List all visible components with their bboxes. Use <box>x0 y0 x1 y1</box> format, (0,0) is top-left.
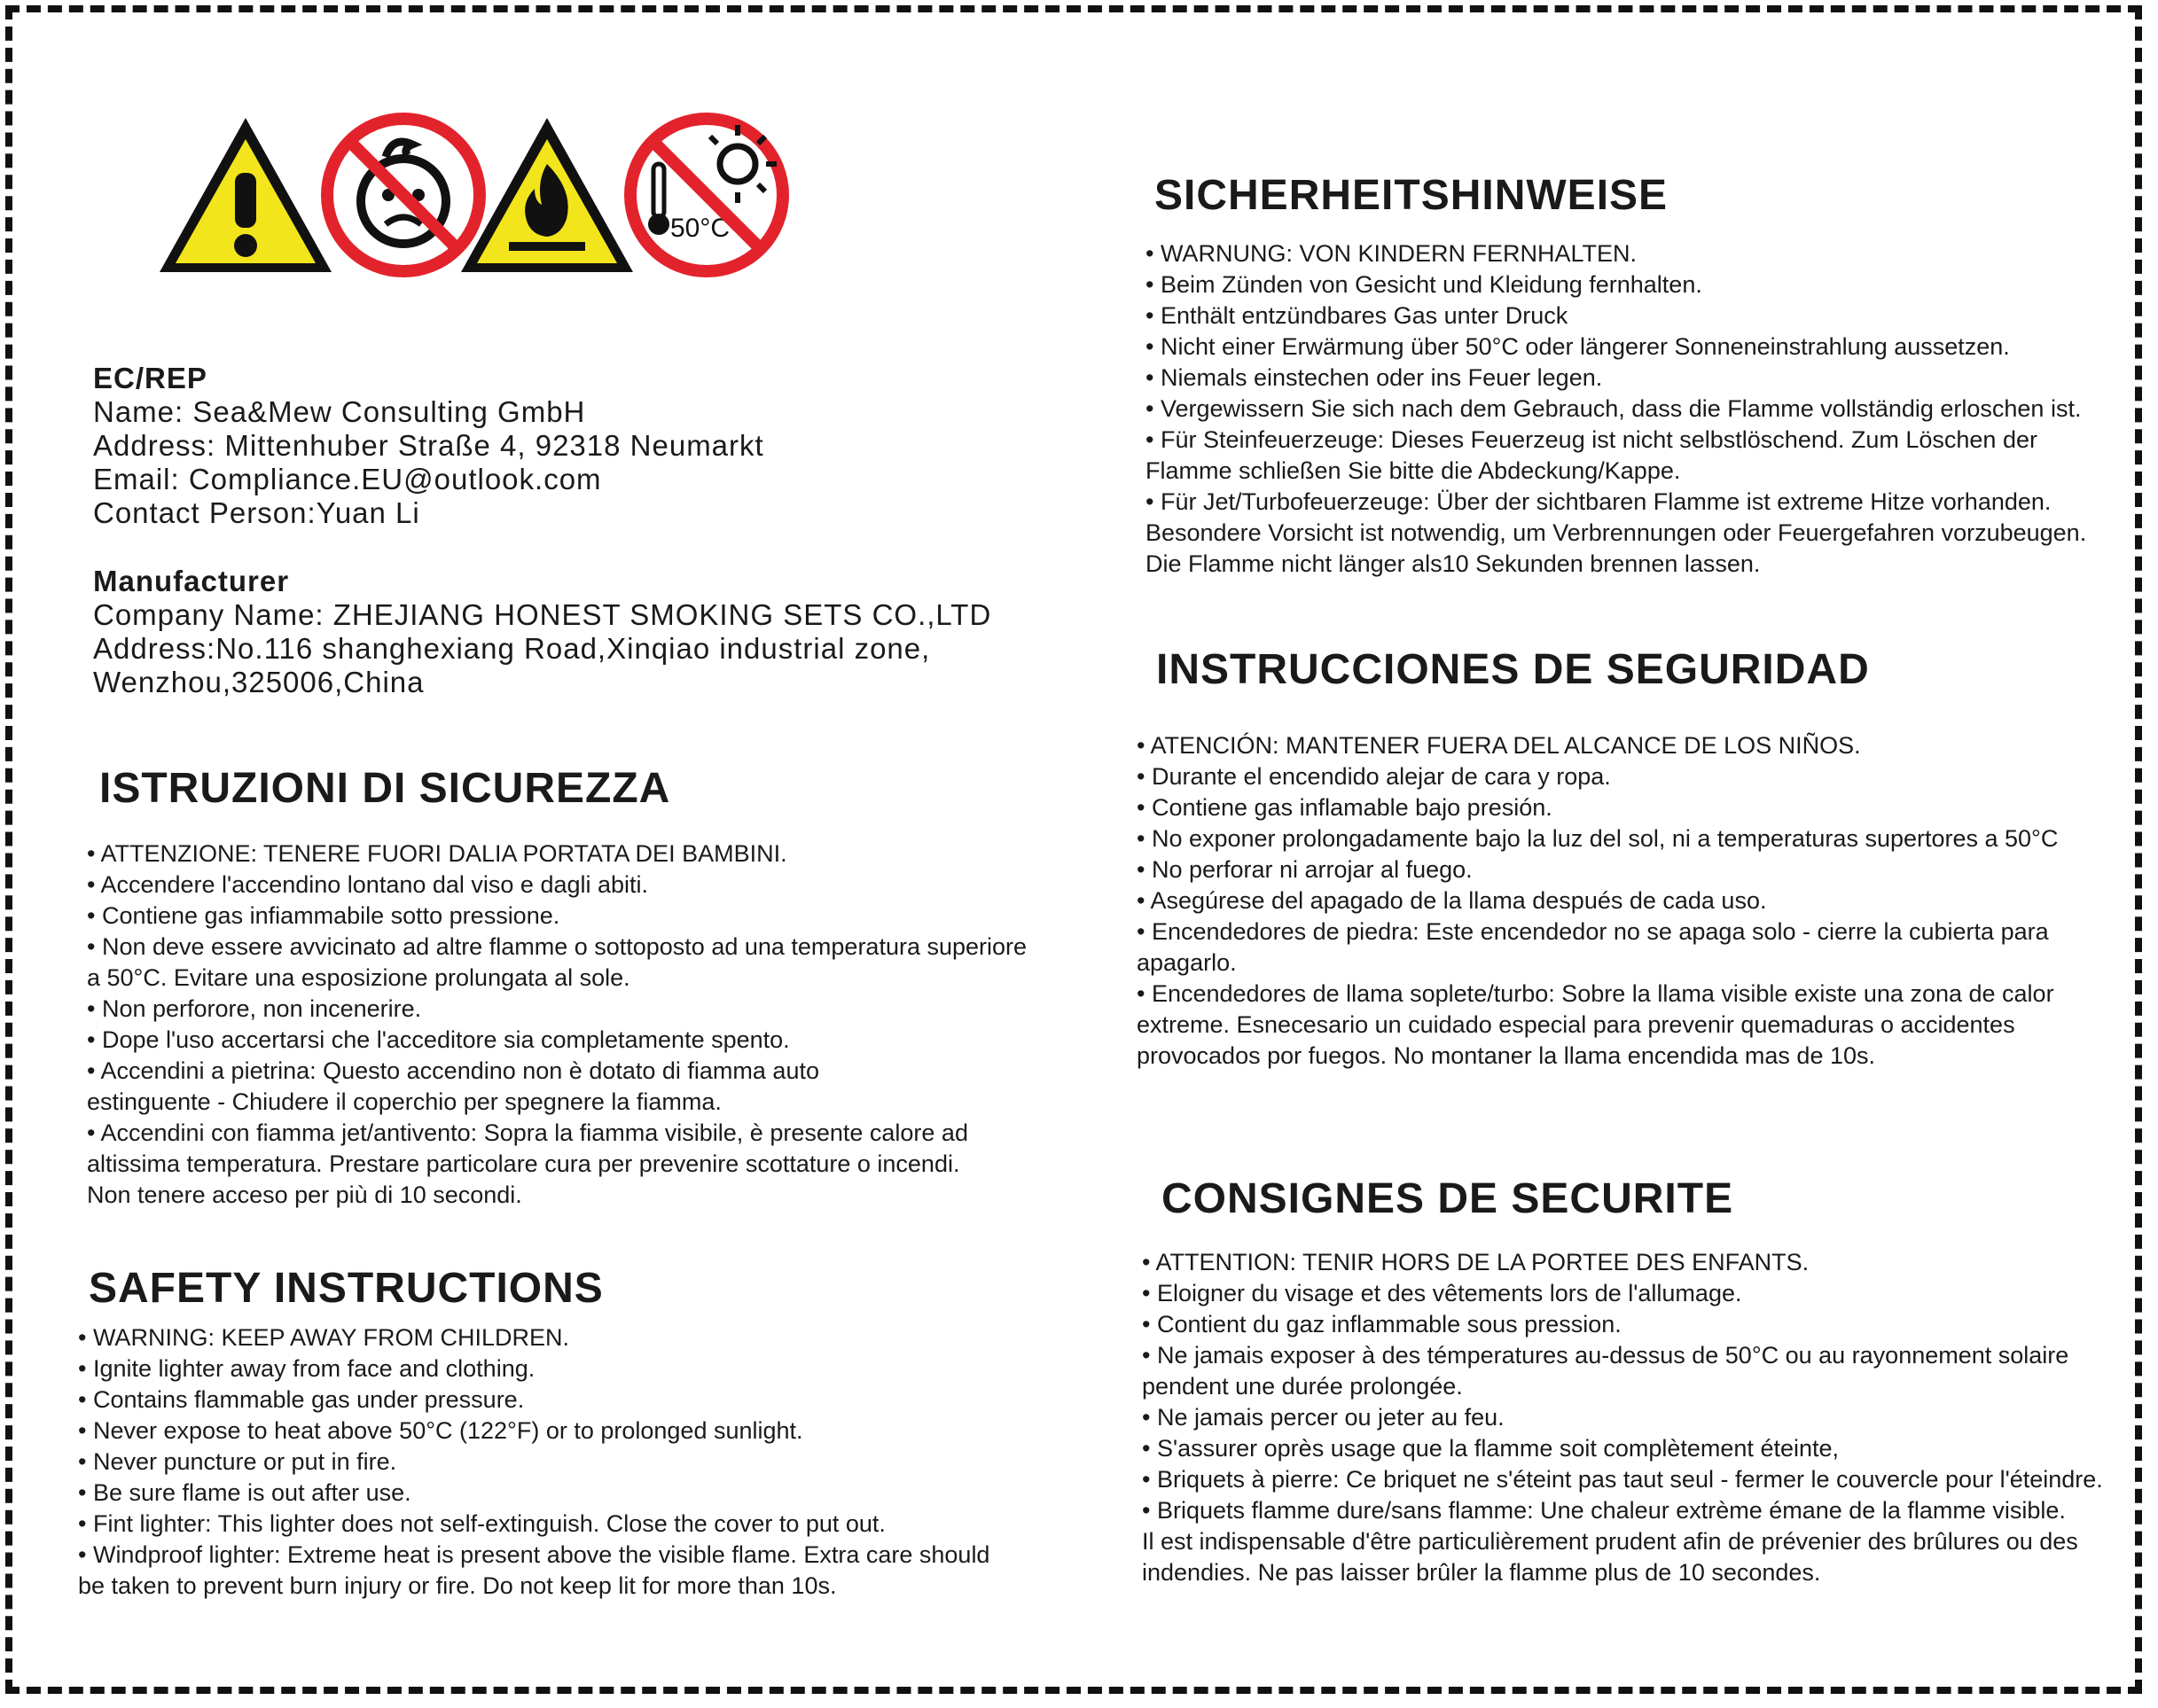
instruction-line: • Be sure flame is out after use. <box>78 1479 411 1506</box>
italian-section <box>87 764 1062 1211</box>
heat-label: 50°C <box>670 214 731 243</box>
instruction-line: • Ne jamais exposer à des témperatures au-dessus de 50°C ou au rayonnement solaire <box>1142 1342 2069 1369</box>
instruction-line: indendies. Ne pas laisser brûler la flamme plus de 10 secondes. <box>1142 1559 1821 1586</box>
instruction-line: • Encendedores de llama soplete/turbo: Sobre la llama visible existe una zona de calor <box>1137 980 2054 1007</box>
instruction-line: • Contiene gas infiammabile sotto pressione. <box>87 902 560 929</box>
ec-rep-heading: EC/REP <box>93 362 207 394</box>
spanish-title: INSTRUCCIONES DE SEGURIDAD <box>1156 646 1870 693</box>
instruction-line: • Contient du gaz inflammable sous pression. <box>1142 1311 1622 1338</box>
instruction-line: pendent une durée prolongée. <box>1142 1373 1463 1400</box>
instruction-line: • Für Steinfeuerzeuge: Dieses Feuerzeug ist nicht selbstlöschend. Zum Löschen der <box>1145 426 2037 453</box>
instruction-line: • Asegúrese del apagado de la llama después de cada uso. <box>1137 887 1767 914</box>
instruction-line: • Briquets flamme dure/sans flamme: Une chaleur extrème émane de la flamme visible. <box>1142 1497 2066 1524</box>
instruction-line: provocados por fuegos. No montaner la llama encendida mas de 10s. <box>1137 1042 1875 1069</box>
instruction-line: • Encendedores de piedra: Este encendedor no se apaga solo - cierre la cubierta para <box>1137 918 2049 945</box>
spanish-section <box>1137 645 2121 1072</box>
instruction-line: • S'assurer oprès usage que la flamme soit complètement éteinte, <box>1142 1435 1840 1462</box>
spanish-list <box>1137 730 2121 1072</box>
ec-rep-address: Address: Mittenhuber Straße 4, 92318 Neumarkt <box>93 429 764 462</box>
french-title: CONSIGNES DE SECURITE <box>1161 1175 1734 1222</box>
warning-icons-row <box>152 111 800 288</box>
instruction-line: • Non deve essere avvicinato ad altre flamme o sottoposto ad una temperatura superiore <box>87 933 1028 960</box>
instruction-line: a 50°C. Evitare una esposizione prolungata al sole. <box>87 964 630 991</box>
instruction-line: • Dope l'uso accertarsi che l'acceditore sia completamente spento. <box>87 1026 790 1053</box>
manufacturer-heading: Manufacturer <box>93 565 290 597</box>
french-section <box>1142 1174 2126 1588</box>
instruction-line: • Vergewissern Sie sich nach dem Gebrauch, dass die Flamme vollständig erloschen ist. <box>1145 395 2082 422</box>
instruction-line: Flamme schließen Sie bitte die Abdeckung/Kappe. <box>1145 457 1681 484</box>
instruction-line: • No perforar ni arrojar al fuego. <box>1137 856 1473 883</box>
instruction-line: • Durante el encendido alejar de cara y ropa. <box>1137 763 1611 790</box>
instruction-line: • ATTENZIONE: TENERE FUORI DALIA PORTATA DEI BAMBINI. <box>87 840 787 867</box>
instruction-line: • Never puncture or put in fire. <box>78 1448 397 1475</box>
manufacturer-address-2: Wenzhou,325006,China <box>93 666 425 698</box>
instruction-line: • No exponer prolongadamente bajo la luz del sol, ni a temperaturas supertores a 50°C <box>1137 825 2059 852</box>
instruction-line: Die Flamme nicht länger als10 Sekunden brennen lassen. <box>1145 550 1761 577</box>
instruction-line: • Contains flammable gas under pressure. <box>78 1386 525 1413</box>
ec-rep-email: Email: Compliance.EU@outlook.com <box>93 463 602 495</box>
instruction-line: • WARNING: KEEP AWAY FROM CHILDREN. <box>78 1324 570 1351</box>
instruction-line: • WARNUNG: VON KINDERN FERNHALTEN. <box>1145 240 1637 267</box>
french-list <box>1142 1247 2126 1588</box>
italian-title: ISTRUZIONI DI SICUREZZA <box>99 765 671 812</box>
instruction-line: • Briquets à pierre: Ce briquet ne s'éteint pas taut seul - fermer le couvercle pour l'éteindre. <box>1142 1466 2103 1493</box>
instruction-line: • Windproof lighter: Extreme heat is present above the visible flame. Extra care should <box>78 1541 990 1568</box>
manufacturer-address-1: Address:No.116 shanghexiang Road,Xinqiao industrial zone, <box>93 632 931 665</box>
instruction-line: extreme. Esnecesario un cuidado especial para prevenir quemaduras o accidentes <box>1137 1011 2015 1038</box>
instruction-line: • Non perforore, non incenerire. <box>87 995 422 1022</box>
instruction-line: • Niemals einstechen oder ins Feuer legen. <box>1145 364 1603 391</box>
instruction-line: Besondere Vorsicht ist notwendig, um Verbrennungen oder Feuergefahren vorzubeugen. <box>1145 519 2087 546</box>
flammable-icon <box>454 111 640 279</box>
ec-rep-contact: Contact Person:Yuan Li <box>93 496 420 529</box>
instruction-line: • Fint lighter: This lighter does not self-extinguish. Close the cover to put out. <box>78 1510 886 1537</box>
italian-list <box>87 838 1062 1211</box>
instruction-line: • Ignite lighter away from face and clothing. <box>78 1355 536 1382</box>
instruction-line: • Enthält entzündbares Gas unter Druck <box>1145 302 1568 329</box>
instruction-line: Il est indispensable d'être particulièrement prudent afin de prévenier des brûlures ou des <box>1142 1528 2078 1555</box>
warning-triangle-icon <box>152 111 339 279</box>
instruction-line: apagarlo. <box>1137 949 1237 976</box>
instruction-line: • ATTENTION: TENIR HORS DE LA PORTEE DES ENFANTS. <box>1142 1249 1810 1275</box>
instruction-line: • Contiene gas inflamable bajo presión. <box>1137 794 1552 821</box>
instruction-line: • Accendere l'accendino lontano dal viso e dagli abiti. <box>87 871 649 898</box>
no-heat-sun-icon <box>622 111 791 279</box>
instruction-line: • Ne jamais percer ou jeter au feu. <box>1142 1404 1505 1431</box>
english-section <box>78 1264 1053 1602</box>
instruction-line: estinguente - Chiudere il coperchio per spegnere la fiamma. <box>87 1088 722 1115</box>
english-list <box>78 1322 1053 1602</box>
instruction-line: • Für Jet/Turbofeuerzeuge: Über der sichtbaren Flamme ist extreme Hitze vorhanden. <box>1145 488 2052 515</box>
german-section <box>1145 171 2130 580</box>
instruction-line: altissima temperatura. Prestare particolare cura per prevenire scottature o incendi. <box>87 1150 960 1177</box>
instruction-line: • Eloigner du visage et des vêtements lors de l'allumage. <box>1142 1280 1742 1306</box>
manufacturer-block <box>93 565 991 699</box>
instruction-line: • Accendini con fiamma jet/antivento: Sopra la fiamma visibile, è presente calore ad <box>87 1119 968 1146</box>
instruction-line: • Never expose to heat above 50°C (122°F) or to prolonged sunlight. <box>78 1417 803 1444</box>
instruction-line: • Accendini a pietrina: Questo accendino non è dotato di fiamma auto <box>87 1057 819 1084</box>
german-title: SICHERHEITSHINWEISE <box>1154 172 1669 219</box>
ec-rep-name: Name: Sea&Mew Consulting GmbH <box>93 395 586 428</box>
ec-rep-block <box>93 362 764 530</box>
instruction-line: • Beim Zünden von Gesicht und Kleidung fernhalten. <box>1145 271 1702 298</box>
german-list <box>1145 238 2130 580</box>
manufacturer-company: Company Name: ZHEJIANG HONEST SMOKING SETS CO.,LTD <box>93 598 992 631</box>
instruction-line: • Nicht einer Erwärmung über 50°C oder längerer Sonneneinstrahlung aussetzen. <box>1145 333 2010 360</box>
instruction-line: be taken to prevent burn injury or fire. Do not keep lit for more than 10s. <box>78 1572 837 1599</box>
instruction-line: • ATENCIÓN: MANTENER FUERA DEL ALCANCE DE LOS NIÑOS. <box>1137 732 1861 759</box>
english-title: SAFETY INSTRUCTIONS <box>89 1265 604 1312</box>
instruction-line: Non tenere acceso per più di 10 secondi. <box>87 1182 522 1208</box>
